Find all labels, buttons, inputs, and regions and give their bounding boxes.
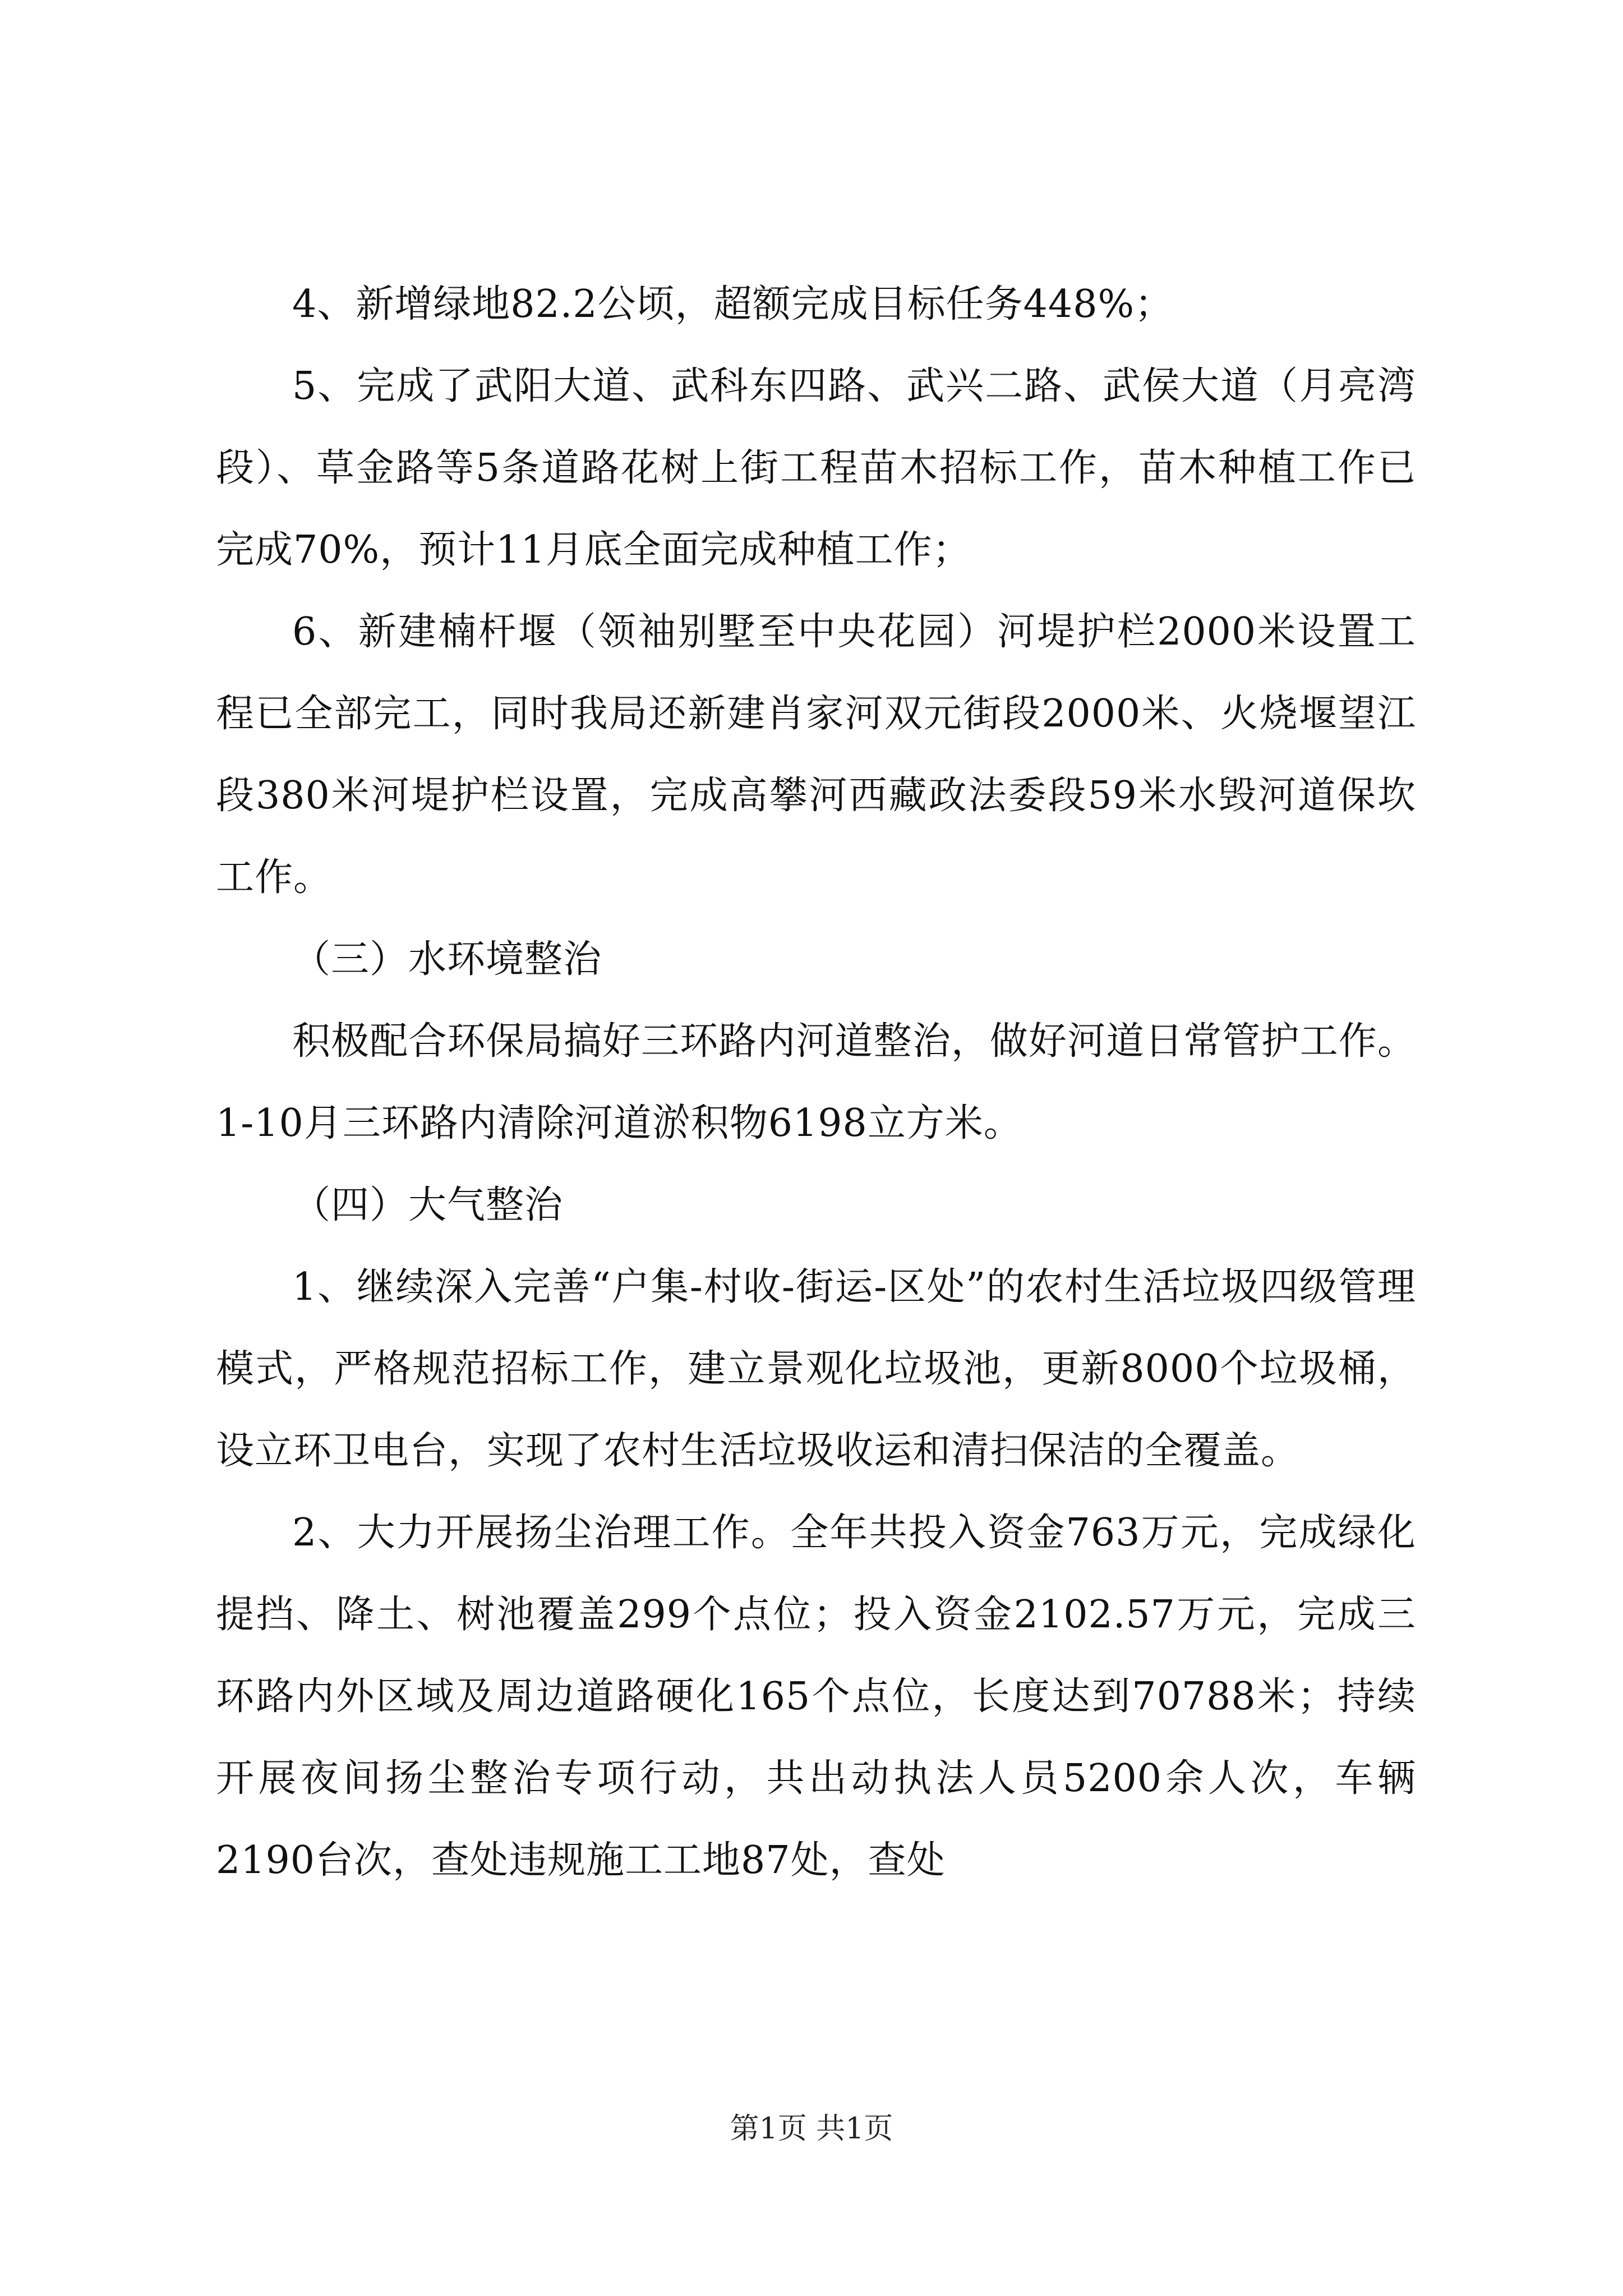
paragraph-dust-control: 2、大力开展扬尘治理工作。全年共投入资金763万元，完成绿化提挡、降土、树池覆盖299个点位；投入资金2102.57万元，完成三环路内外区域及周边道路硬化165个点位，长度达到70788米；持续开展夜间扬尘整治专项行动，共出动执法人员5200余人次，车辆2190台次，查处违规施工工地87处，查处	[216, 1511, 1416, 1883]
page-footer: 第1页 共1页	[730, 2112, 893, 2146]
paragraph-green-area: 4、新增绿地82.2公顷，超额完成目标任务448%；	[292, 282, 1174, 326]
section-heading-air: （四）大气整治	[292, 1183, 564, 1227]
section-heading-water: （三）水环境整治	[292, 937, 602, 982]
document-body	[216, 264, 1416, 1902]
paragraph-road-trees: 5、完成了武阳大道、武科东四路、武兴二路、武侯大道（月亮湾段）、草金路等5条道路花树上街工程苗木招标工作，苗木种植工作已完成70%，预计11月底全面完成种植工作；	[216, 364, 1416, 572]
paragraph-garbage-management: 1、继续深入完善“户集-村收-街运-区处”的农村生活垃圾四级管理模式，严格规范招标工作，建立景观化垃圾池，更新8000个垃圾桶，设立环卫电台，实现了农村生活垃圾收运和清扫保洁的全覆盖。	[216, 1265, 1416, 1473]
paragraph-river-railings: 6、新建楠杆堰（领袖别墅至中央花园）河堤护栏2000米设置工程已全部完工，同时我局还新建肖家河双元街段2000米、火烧堰望江段380米河堤护栏设置，完成高攀河西藏政法委段59米水毁河道保坎工作。	[216, 610, 1416, 900]
paragraph-water-cleanup: 积极配合环保局搞好三环路内河道整治，做好河道日常管护工作。1-10月三环路内清除河道淤积物6198立方米。	[216, 1019, 1416, 1145]
